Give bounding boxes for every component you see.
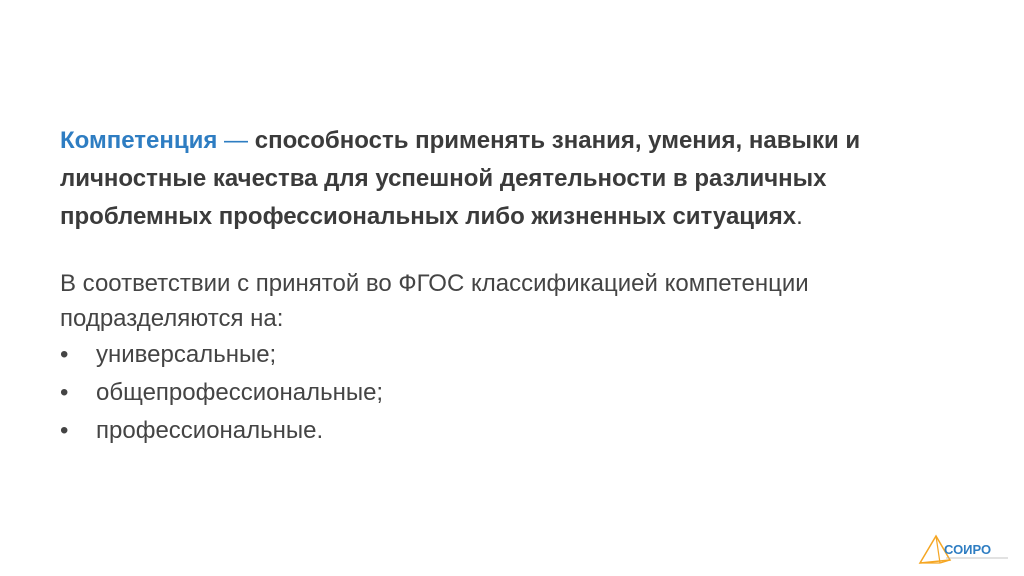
classification-line-2: подразделяются на: [60,305,284,332]
competence-list [60,336,383,450]
logo-text: СОИРО [944,542,992,557]
definition-line-1 [60,122,960,160]
definition-line-3 [60,198,960,236]
list-item [60,336,383,374]
list-item-text: универсальные; [96,341,277,368]
list-item-text: профессиональные. [96,417,324,444]
classification-paragraph [60,266,960,336]
definition-period: . [796,203,803,230]
list-item [60,374,383,412]
bullet-icon: • [60,417,69,444]
bullet-icon: • [60,341,69,368]
bullet-icon: • [60,379,69,406]
definition-dash: — [217,127,255,154]
definition-line-3-text: проблемных профессиональных либо жизненных ситуациях [60,203,797,230]
pyramid-logo-icon [916,530,1012,566]
definition-line-1-text: способность применять знания, умения, навыки и [254,127,861,154]
list-item-text: общепрофессиональные; [96,379,384,406]
classification-line-1: В соответствии с принятой во ФГОС классификацией компетенции [60,270,809,297]
list-item [60,412,383,450]
definition-paragraph [60,122,960,236]
term-highlight: Компетенция [60,127,218,154]
definition-line-2: личностные качества для успешной деятельности в различных [60,165,827,192]
soiro-logo [916,530,1012,566]
